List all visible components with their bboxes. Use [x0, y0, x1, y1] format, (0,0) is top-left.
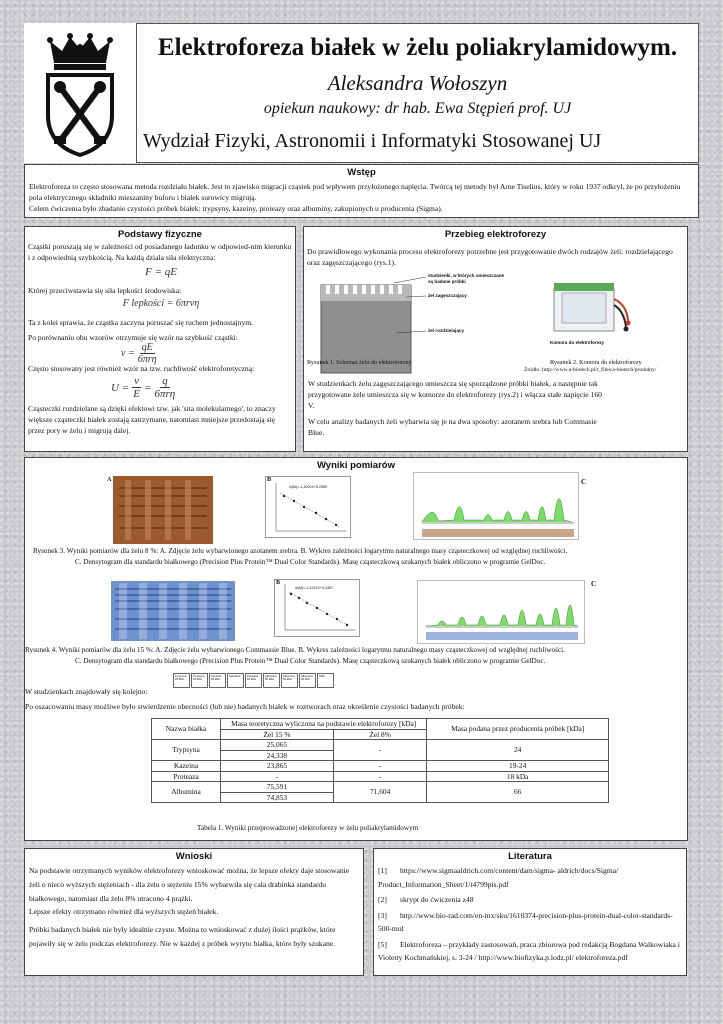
reference-number: [2] [378, 895, 387, 905]
conclusions-paragraph-3: Próbki badanych białek nie były idealnie czyste. Można to wnioskować z dużej ilości prążków, które pojawiły się w żelu podczas elektroforezy. Nie w każdej z próbek wyryto białka, które były szukane. [29, 925, 336, 949]
panel-label-a-8: A [107, 477, 112, 483]
cell-albumin-8: 71,604 [333, 782, 426, 803]
reference-number: [3] [378, 910, 387, 920]
procedure-paragraph-1: Do prawidłowego wykonania procesu elektroforezy potrzebne jest przygotowanie dwóch rodzajów żeli: rozdzielającego oraz zagęszczającego (rys.1). [307, 247, 673, 267]
regression-eq-15: ln(M)=-1,4142X+5,2467 [295, 586, 333, 590]
th-producer-mass: Masa podana przez producenta próbek [kDa] [427, 719, 609, 740]
lane-box: Albumina 66 kDa [263, 673, 280, 688]
th-gel-8: Żel 8% [333, 729, 426, 740]
intro-paragraph-2: Celem ćwiczenia było zbadanie czystości próbek białek: trypsyny, kazeiny, proteazy oraz albuminy, zakupionych u producenta (Sigma). [29, 203, 443, 213]
regression-eq-8: ln(M)=-1,3002X+5,2085 [289, 485, 327, 489]
row-casein-name: Kazeina [152, 761, 221, 772]
coomassie-gel-photo [105, 579, 237, 643]
section-references [373, 848, 687, 976]
physics-paragraph-5: Często stosowany jest również wzór na tzw. ruchliwość elektroforetyczną: [28, 364, 255, 373]
procedure-paragraph-3: W celu analizy badanych żeli wybarwia się je na dwa sposoby: azotanem srebra lub Commasie Blue. [308, 417, 597, 437]
figure-3-caption-line-2: C. Densytogram dla standardu białkowego (Precision Plus Protein™ Dual Color Standards). Masę cząsteczkową szukanych białek obliczono w programie GelDoc. [75, 558, 546, 566]
physics-paragraph-1: Cząstki poruszają się w zależności od posiadanego ładunku w odpowied-nim kierunku i z odpowiednią szybkością. Na każdą działa siła elektryczna: [28, 242, 292, 262]
reference-text: skrypt do ćwiczenia z48 [400, 895, 474, 905]
chamber-label: Komora do elektroforezy [550, 340, 605, 345]
cell-albumin-15b: 74,853 [221, 792, 334, 803]
header-title-box [136, 23, 699, 163]
gel-label-stacking: żel zagęszczający [428, 293, 467, 298]
lane-box: Standard [227, 673, 244, 688]
cell-trypsin-producer: 24 [427, 740, 609, 761]
supervisor-line: opiekun naukowy: dr hab. Ewa Stępień prof. UJ [263, 100, 572, 117]
faculty-name: Wydział Fizyki, Astronomii i Informatyki Stosowanej UJ [143, 130, 602, 152]
intro-paragraph-1: Elektroforeza to często stosowana metoda rozdziału białek. Jest to zjawisko migracji cząstek pod wpływem przyłożonego napięcia. Twórcą tej metody był Arne Tiselius, który w roku 1937 odkrył, że po przyłożeniu pola elektrycznego składniki mieszaniny buforu i białek surowicy migrują. [29, 182, 681, 202]
panel-label-c-15: C [591, 580, 597, 588]
formula-velocity [121, 342, 157, 365]
formula-mobility-den2: 6πrη [154, 388, 176, 400]
lane-box: Trypsyna 25 kDa [173, 673, 190, 688]
estimation-text: Po oszacowaniu masy możliwe było stwierdzenie obecności (lub nie) badanych białek w roztworach oraz określenie czystości badanych próbek: [25, 702, 465, 711]
reference-item [378, 909, 682, 936]
physics-paragraph-4: Po porównaniu obu wzorów otrzymuje się wzór na szybkość cząstki: [28, 333, 238, 342]
conclusions-heading: Wnioski [175, 851, 213, 862]
header-logo-box [24, 23, 136, 163]
lane-box: SDS [317, 673, 334, 688]
cell-trypsin-15a: 25,065 [221, 740, 334, 751]
lane-box: Kazeina 20 kDa [209, 673, 226, 688]
author-name: Aleksandra Wołoszyn [327, 71, 508, 95]
figure-2-source: Źródło: http://www.a-biotech.pl/t_files/a-biotech/produkty/ [524, 367, 657, 373]
row-albumin-name: Albumina [152, 782, 221, 803]
table-caption: Tabela 1. Wyniki przeprowadzonej elektroforezy w żelu poliakrylamidowym [197, 824, 419, 832]
procedure-heading: Przebieg elektroforezy [444, 229, 547, 240]
gel-label-separating: żel rozdzielający [428, 328, 465, 333]
physics-heading: Podstawy fizyczne [118, 229, 202, 240]
formula-mobility [111, 375, 175, 400]
reference-item [378, 938, 682, 965]
cell-casein-8: - [333, 761, 426, 772]
cell-trypsin-8: - [333, 740, 426, 761]
cell-protease-producer: 18 kDa [427, 771, 609, 782]
lane-box: Proteaza 18 kDa [245, 673, 262, 688]
figure-4-caption-line-1: Rysunek 4. Wyniki pomiarów dla żelu 15 %: A. Zdjęcie żelu wybarwionego Commassie Blue. B. Wykres zależności logarytmu naturalnego masy cząsteczkowej od względnej ruchliwości. [25, 646, 565, 654]
panel-label-a-15: A [107, 582, 112, 588]
reference-number: [5] [378, 939, 387, 949]
panel-label-b-15: B [276, 580, 281, 586]
physics-paragraph-6: Cząsteczki rozdzielane są dzięki efektowi tzw. jak 'sita molekularnego', to znaczy większe cząsteczki białek zostają zatrzymane, natomiast mniejsze przedostają się przez pory w żelu i migrują dalej. [28, 404, 276, 435]
physics-paragraph-2: Której przeciwstawia się siła lepkości środowiska: [28, 286, 182, 295]
reference-number: [1] [378, 866, 387, 875]
row-trypsin-name: Trypsyna [152, 740, 221, 761]
reference-link[interactable]: https://www.sigmaaldrich.com/content/dam/sigma- aldrich/docs/Sigma/ Product_Information_Sheet/1/t4799pis.pdf [378, 866, 619, 889]
formula-velocity-den: 6πrη [137, 354, 157, 365]
th-theoretical-mass: Masa teoretyczna wyliczona na podstawie elektroforezy [kDa] [221, 719, 427, 730]
reference-item [378, 864, 682, 891]
panel-label-b-8: B [267, 477, 272, 483]
lane-box: Albumina 66 kDa [281, 673, 298, 688]
lane-order-text: W studzienkach znajdowały się kolejno: [25, 687, 148, 696]
panel-label-c-8: C [581, 478, 587, 486]
reference-link[interactable]: http://www.bio-rad.com/en-mx/sku/1610374-precision-plus-protein-dual-color-standards-500-mul [378, 910, 673, 934]
formula-velocity-lhs: v = [121, 348, 135, 359]
formula-electric-force: F = qE [145, 266, 177, 278]
cell-protease-8: - [333, 771, 426, 782]
physics-paragraph-3: Ta z kolei sprawia, że cząstka zaczyna poruszać się ruchem jednostajnym. [28, 318, 254, 327]
formula-viscous-force: F lepkości = 6πrvη [122, 298, 200, 309]
cell-albumin-15a: 75,591 [221, 782, 334, 793]
gel-label-wells: studzienki, w których umieszczane są badane próbki [428, 273, 505, 284]
cell-casein-15: 23,865 [221, 761, 334, 772]
results-table [151, 718, 609, 803]
row-protease-name: Proteaza [152, 771, 221, 782]
university-crest-icon [24, 23, 136, 163]
procedure-paragraph-2: W studzienkach żelu zagęszczającego umieszcza się sporządzone próbki białek, a następnie tak przygotowane żele umieszcza się w komorze do elektroforezy (rys.2) i włącza stałe napięcie 160 V. [308, 379, 602, 410]
reference-link[interactable]: Elektroforeza – przykłady zastosowań, praca zbiorowa pod redakcją Bogdana Walkowiaka i Violetty Kochmańskiej, s. 3-24 / http://www.biofizyka.p.lodz.pl/ elektroforeza.pdf [378, 939, 680, 963]
figure-2-caption: Rysunek 2. Komora do elektroforezy [550, 359, 642, 366]
conclusions-paragraph-1: Na podstawie otrzymanych wyników elektroforezy wnioskować można, że lepsze efekty daje stosowanie żeli o nieco wyższych stężeniach - dla żelu o stężeniu 15% wybarwiła się cała drabinka standardu białkowego, natomiast dla żelu 8% utracono 4 prążki. [29, 866, 350, 903]
conclusions-paragraph-2: Lepsze efekty otrzymano również dla wyższych stężeń białek. [29, 907, 219, 917]
formula-mobility-lhs: U = [111, 381, 130, 394]
formula-mobility-eq: = [144, 381, 152, 394]
references-list [374, 862, 686, 965]
formula-mobility-num2: q [162, 375, 168, 387]
figure-4-caption-line-2: C. Densytogram dla standardu białkowego (Precision Plus Protein™ Dual Color Standards). Masę cząsteczkową szukanych białek obliczono w programie GelDoc. [75, 657, 546, 665]
figure-3-caption-line-1: Rysunek 3. Wyniki pomiarów dla żelu 8 %: A. Zdjęcie żelu wybarwionego azotanem srebra. B. Wykres zależności logarytmu naturalnego masy cząsteczkowej od względnej ruchliwości. [33, 547, 568, 555]
section-procedure [303, 226, 688, 452]
formula-mobility-den1: E [133, 388, 140, 400]
cell-protease-15: - [221, 771, 334, 782]
poster-title: Elektroforeza białek w żelu poliakrylamidowym. [157, 34, 678, 61]
intro-heading: Wstęp [347, 167, 376, 178]
reference-item [378, 893, 682, 907]
th-gel-15: Żel 15 % [221, 729, 334, 740]
cell-casein-producer: 19-24 [427, 761, 609, 772]
lane-box: Trypsyna 24 kDa [191, 673, 208, 688]
section-results [24, 457, 688, 841]
silver-gel-photo [105, 474, 217, 546]
figure-1-caption: Rysunek 1. Schemat żelu do elektroforezy [307, 359, 412, 366]
densitogram-15 [417, 580, 585, 644]
results-heading: Wyniki pomiarów [317, 460, 395, 471]
densitogram-8 [413, 472, 579, 540]
section-physics [24, 226, 296, 452]
cell-albumin-producer: 66 [427, 782, 609, 803]
formula-velocity-num: qE [141, 342, 153, 353]
section-intro [24, 164, 699, 218]
lane-box: Albumina 66 kDa [299, 673, 316, 688]
references-heading: Literatura [508, 851, 552, 862]
formula-mobility-num1: v [134, 375, 140, 387]
cell-trypsin-15b: 24,338 [221, 750, 334, 761]
section-conclusions [24, 848, 364, 976]
lane-order-strip [173, 673, 334, 688]
th-protein-name: Nazwa białka [152, 719, 221, 740]
